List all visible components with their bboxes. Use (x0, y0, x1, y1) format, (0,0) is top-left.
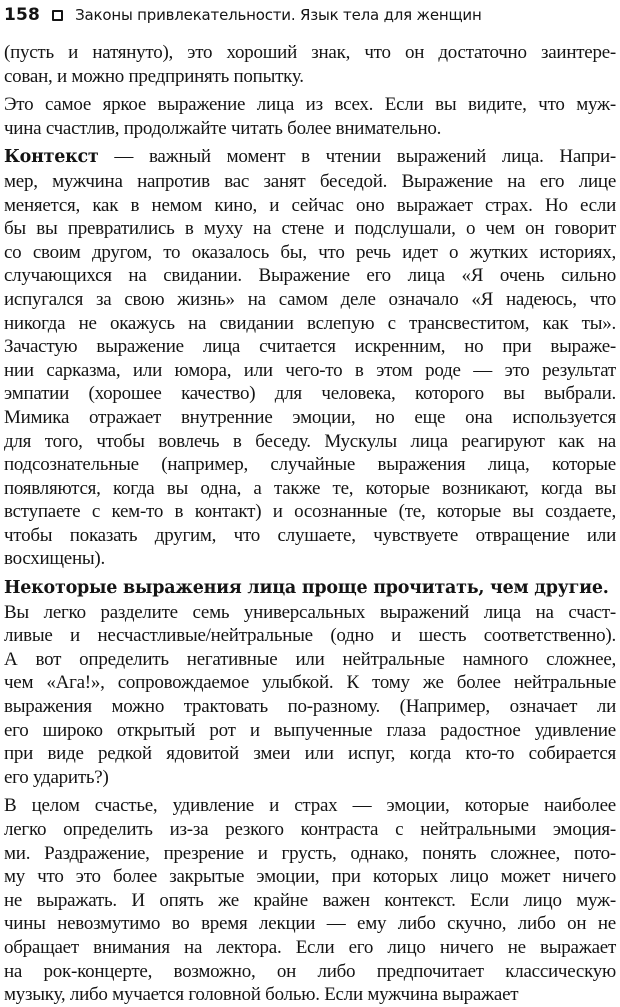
book-page (4, 0, 616, 1006)
text-line (4, 671, 616, 695)
page-header (4, 1, 616, 29)
paragraph (4, 145, 616, 571)
line-text: на рок-концерте, возможно, он либо предпочитает классическую (4, 960, 616, 982)
line-text: чина счастлив, продолжайте читать более внимательно. (4, 117, 442, 139)
line-text: му что это более закрытые эмоции, при которых лицо может ничего (4, 866, 616, 888)
body-text (4, 41, 616, 1007)
text-line (4, 960, 616, 984)
text-line (4, 217, 616, 241)
line-text: бы вы превратились в муху на стене и подслушали, о чем он говорит (4, 218, 616, 240)
line-text: чем «Ага!», сопровождаемое улыбкой. К тому же более нейтральные (4, 672, 616, 694)
text-line (4, 170, 616, 194)
line-text: его ударить?) (4, 766, 109, 788)
line-text: ливые и несчастливые/нейтральные (одно и шесть соответственно). (4, 625, 616, 647)
text-line (4, 500, 616, 524)
text-line (4, 93, 616, 117)
text-line (4, 382, 616, 406)
text-line (4, 719, 616, 743)
text-line (4, 453, 616, 477)
text-line (4, 766, 616, 790)
text-line (4, 312, 616, 336)
line-text: Мимика отражает внутренние эмоции, но еще она используется (4, 406, 616, 428)
line-text: случающихся на свидании. Выражение его лица «Я очень сильно (4, 265, 616, 287)
text-line (4, 576, 616, 601)
square-outline-icon (52, 10, 63, 21)
text-line (4, 818, 616, 842)
text-line (4, 359, 616, 383)
text-line (4, 65, 616, 89)
bold-lead-term: Некоторые выражения лица проще прочитать, чем другие. (4, 578, 609, 599)
text-line (4, 742, 616, 766)
line-text: обращает внимания на лектора. Если его лицо ничего не выражает (4, 936, 616, 958)
line-text: при виде редкой ядовитой змеи или испуг, когда кто-то собирается (4, 743, 616, 765)
text-line (4, 41, 616, 65)
text-line (4, 865, 616, 889)
text-line (4, 695, 616, 719)
text-line (4, 117, 616, 141)
paragraph (4, 41, 616, 88)
text-line (4, 264, 616, 288)
line-text: появляются, когда вы одна, а также те, которые возникают, когда вы (4, 477, 616, 499)
text-line (4, 547, 616, 571)
line-text: (пусть и натянуто), это хороший знак, что он достаточно заинтере- (4, 42, 616, 63)
text-line (4, 912, 616, 936)
line-text: для того, чтобы вовлечь в беседу. Мускулы лица реагируют как на (4, 430, 616, 452)
line-text: вступаете с кем-то в контакт) и осознанные (те, которые вы создаете, (4, 501, 616, 523)
text-line (4, 194, 616, 218)
page-number: 158 (4, 5, 41, 25)
line-text: мер, мужчина напротив вас занят беседой. Выражение на его лице (4, 170, 616, 192)
line-text: ми. Раздражение, презрение и грусть, однако, понять сложнее, пото- (4, 842, 616, 864)
line-text: музыку, либо мучается головной болью. Если мужчина выражает (4, 984, 519, 1006)
text-line (4, 889, 616, 913)
line-text: чины невозмутимо во время лекции — ему либо скучно, либо он не (4, 913, 616, 935)
paragraph (4, 794, 616, 1006)
line-text: испугался за свою жизнь» на самом деле означало «Я надеюсь, что (4, 288, 616, 310)
line-text: со своим другом, то оказалось бы, что речь идет о жутких историях, (4, 241, 616, 263)
line-text: эмпатии (хорошее качество) для человека, которого вы выбрали. (4, 383, 616, 405)
text-line (4, 936, 616, 960)
line-text: чтобы показать другим, что слушаете, чувствуете отвращение или (4, 524, 616, 546)
text-line (4, 288, 616, 312)
text-line (4, 648, 616, 672)
line-text: Это самое яркое выражение лица из всех. Если вы видите, что муж- (4, 94, 616, 116)
text-line (4, 524, 616, 548)
line-text: не выражать. И опять же крайне важен контекст. Если лицо муж- (4, 889, 616, 911)
text-line (4, 335, 616, 359)
line-text: его широко открытый рот и выпученные глаза радостное удивление (4, 719, 616, 741)
line-text: легко определить из-за резкого контраста с нейтральными эмоция- (4, 819, 616, 840)
text-line (4, 842, 616, 866)
text-line (4, 145, 616, 170)
line-text: выражения можно трактовать по-разному. (Например, означает ли (4, 696, 616, 718)
running-title: Законы привлекательности. Язык тела для женщин (75, 6, 482, 24)
text-line (4, 430, 616, 454)
bold-lead-term: Контекст (4, 147, 99, 168)
line-text: Зачастую выражение лица считается искренним, но при выраже- (4, 336, 616, 358)
line-text: Вы легко разделите семь универсальных выражений лица на счаст- (4, 601, 616, 623)
line-text: В целом счастье, удивление и страх — эмоции, которые наиболее (4, 795, 616, 817)
line-text: меняется, как в немом кино, и сейчас оно выражает страх. Но если (4, 194, 616, 216)
line-text: — важный момент в чтении выражений лица. Напри- (98, 146, 616, 168)
paragraph (4, 576, 616, 789)
line-text: восхищены). (4, 548, 105, 570)
line-text: никогда не окажусь на свидании вслепую с трансвеститом, как ты». (4, 312, 616, 334)
line-text: сован, и можно предпринять попытку. (4, 65, 304, 87)
text-line (4, 406, 616, 430)
text-line (4, 241, 616, 265)
text-line (4, 601, 616, 625)
text-line (4, 624, 616, 648)
text-line (4, 477, 616, 501)
line-text: подсознательные (например, случайные выражения лица, которые (4, 454, 616, 476)
text-line (4, 794, 616, 818)
text-line (4, 983, 616, 1007)
paragraph (4, 93, 616, 140)
line-text: А вот определить негативные или нейтральные намного сложнее, (4, 648, 616, 670)
line-text: нии сарказма, или юмора, или чего-то в этом роде — это результат (4, 359, 616, 381)
